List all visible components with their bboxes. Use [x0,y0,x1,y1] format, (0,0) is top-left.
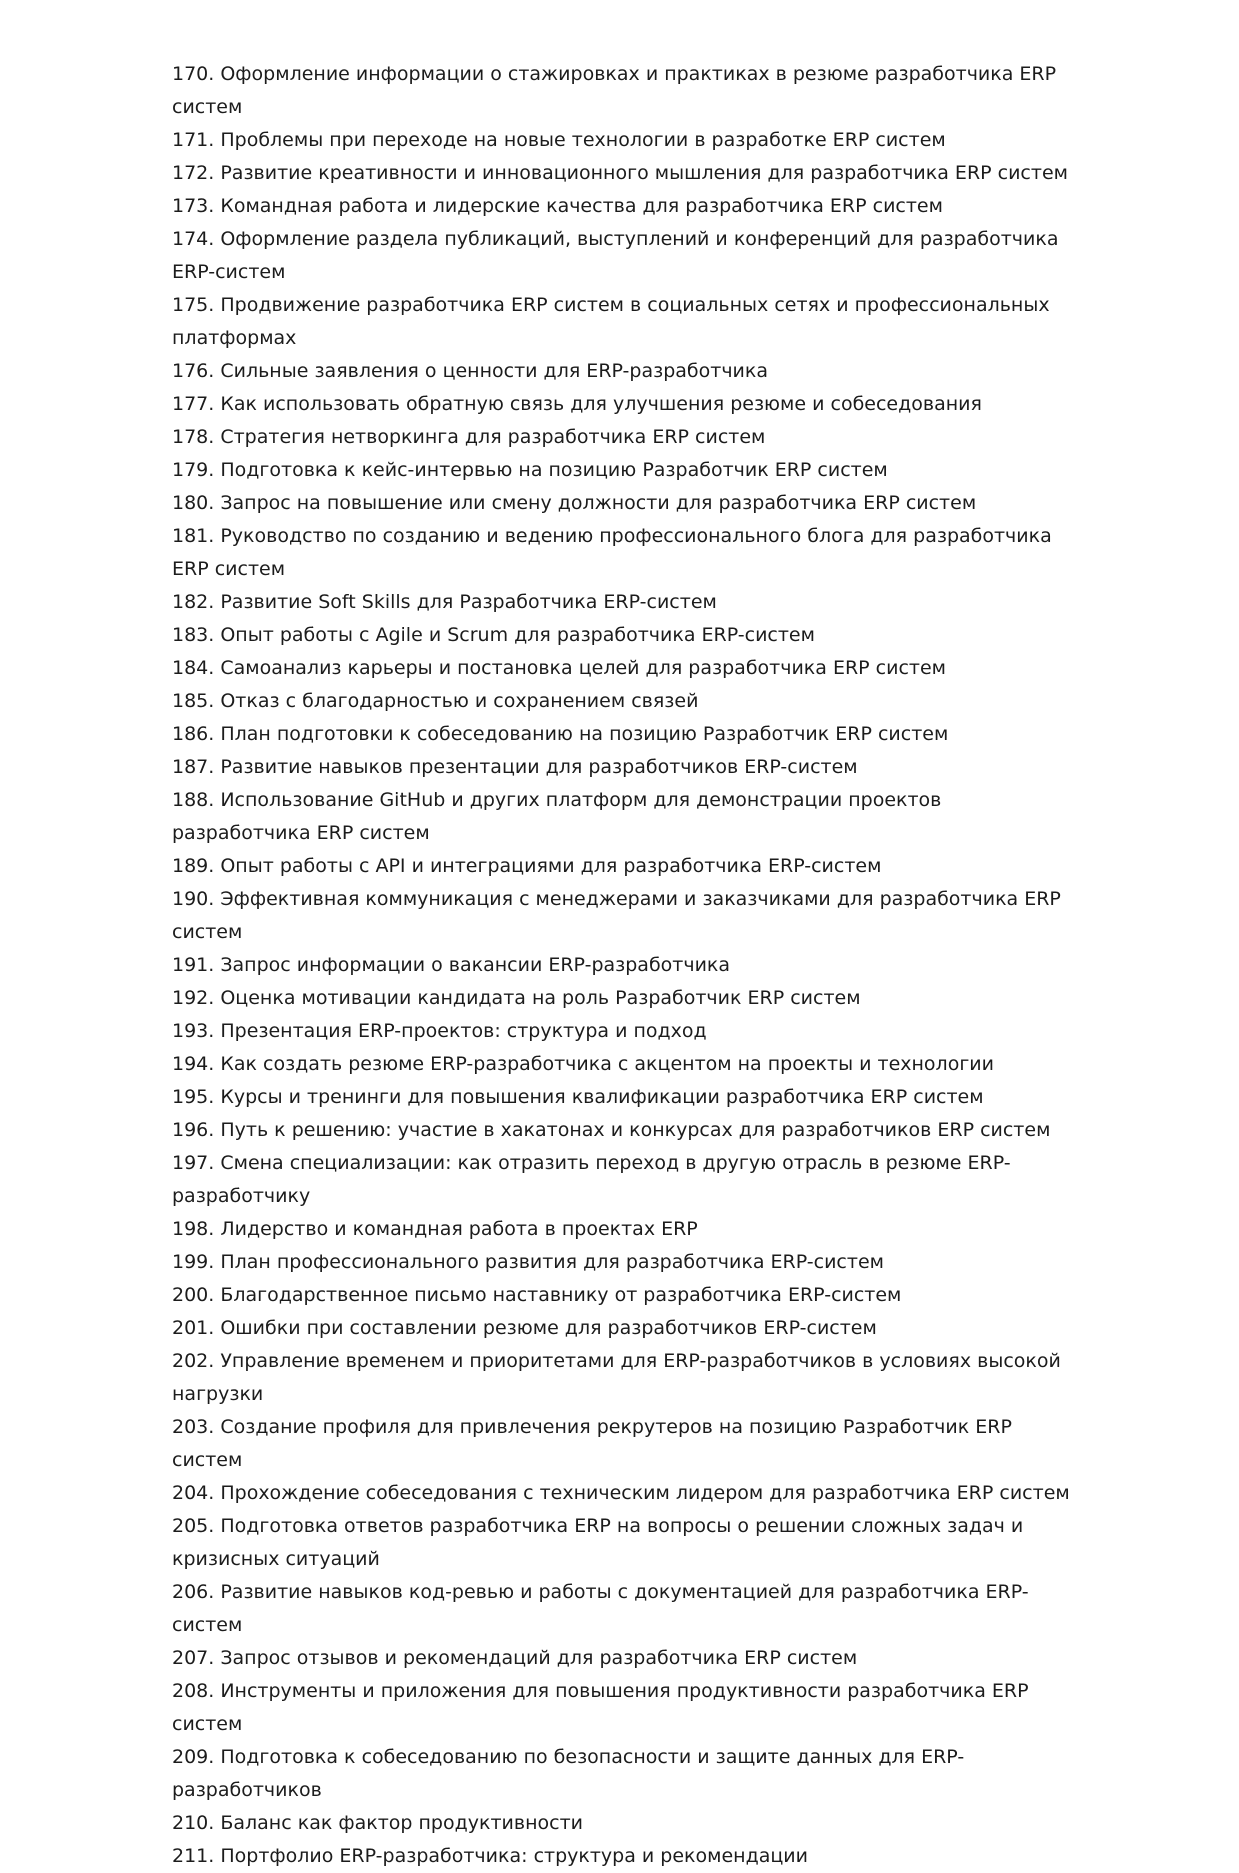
list-item: 203. Создание профиля для привлечения рекрутеров на позицию Разработчик ERP систем [172,1416,1012,1471]
list-item: 199. План профессионального развития для разработчика ERP-систем [172,1251,884,1273]
list-item: 200. Благодарственное письмо наставнику от разработчика ERP-систем [172,1284,902,1306]
topic-list [172,58,1082,1873]
list-item: 178. Стратегия нетворкинга для разработчика ERP систем [172,426,766,448]
list-item: 173. Командная работа и лидерские качества для разработчика ERP систем [172,195,943,217]
list-item: 206. Развитие навыков код-ревью и работы с документацией для разработчика ERP-систем [172,1581,1029,1636]
document-page [172,58,1082,1873]
list-item: 196. Путь к решению: участие в хакатонах и конкурсах для разработчиков ERP систем [172,1119,1051,1141]
list-item: 188. Использование GitHub и других платформ для демонстрации проектов разработчика ERP систем [172,789,942,844]
list-item: 197. Смена специализации: как отразить переход в другую отрасль в резюме ERP-разработчику [172,1152,1011,1207]
list-item: 205. Подготовка ответов разработчика ERP на вопросы о решении сложных задач и кризисных ситуаций [172,1515,1024,1570]
list-item: 189. Опыт работы с API и интеграциями для разработчика ERP-систем [172,855,882,877]
list-item: 192. Оценка мотивации кандидата на роль Разработчик ERP систем [172,987,861,1009]
list-item: 172. Развитие креативности и инновационного мышления для разработчика ERP систем [172,162,1068,184]
list-item: 194. Как создать резюме ERP-разработчика с акцентом на проекты и технологии [172,1053,995,1075]
list-item: 210. Баланс как фактор продуктивности [172,1812,583,1834]
list-item: 181. Руководство по созданию и ведению профессионального блога для разработчика ERP систем [172,525,1052,580]
list-item: 187. Развитие навыков презентации для разработчиков ERP-систем [172,756,858,778]
list-item: 179. Подготовка к кейс-интервью на позицию Разработчик ERP систем [172,459,888,481]
list-item: 177. Как использовать обратную связь для улучшения резюме и собеседования [172,393,982,415]
list-item: 202. Управление временем и приоритетами для ERP-разработчиков в условиях высокой нагрузки [172,1350,1061,1405]
list-item: 198. Лидерство и командная работа в проектах ERP [172,1218,698,1240]
list-item: 193. Презентация ERP-проектов: структура и подход [172,1020,707,1042]
list-item: 182. Развитие Soft Skills для Разработчика ERP-систем [172,591,717,613]
list-item: 190. Эффективная коммуникация с менеджерами и заказчиками для разработчика ERP систем [172,888,1061,943]
list-item: 186. План подготовки к собеседованию на позицию Разработчик ERP систем [172,723,949,745]
list-item: 180. Запрос на повышение или смену должности для разработчика ERP систем [172,492,977,514]
list-item: 201. Ошибки при составлении резюме для разработчиков ERP-систем [172,1317,877,1339]
list-item: 174. Оформление раздела публикаций, выступлений и конференций для разработчика ERP-систем [172,228,1059,283]
list-item: 175. Продвижение разработчика ERP систем в социальных сетях и профессиональных платформах [172,294,1050,349]
list-item: 170. Оформление информации о стажировках и практиках в резюме разработчика ERP систем [172,63,1057,118]
list-item: 209. Подготовка к собеседованию по безопасности и защите данных для ERP-разработчиков [172,1746,965,1801]
list-item: 176. Сильные заявления о ценности для ERP-разработчика [172,360,769,382]
list-item: 208. Инструменты и приложения для повышения продуктивности разработчика ERP систем [172,1680,1029,1735]
list-item: 185. Отказ с благодарностью и сохранением связей [172,690,699,712]
list-item: 183. Опыт работы с Agile и Scrum для разработчика ERP-систем [172,624,815,646]
list-item: 171. Проблемы при переходе на новые технологии в разработке ERP систем [172,129,946,151]
list-item: 204. Прохождение собеседования с техническим лидером для разработчика ERP систем [172,1482,1070,1504]
list-item: 184. Самоанализ карьеры и постановка целей для разработчика ERP систем [172,657,946,679]
list-item: 207. Запрос отзывов и рекомендаций для разработчика ERP систем [172,1647,858,1669]
list-item: 195. Курсы и тренинги для повышения квалификации разработчика ERP систем [172,1086,984,1108]
list-item: 211. Портфолио ERP-разработчика: структура и рекомендации [172,1845,809,1867]
list-item: 191. Запрос информации о вакансии ERP-разработчика [172,954,731,976]
